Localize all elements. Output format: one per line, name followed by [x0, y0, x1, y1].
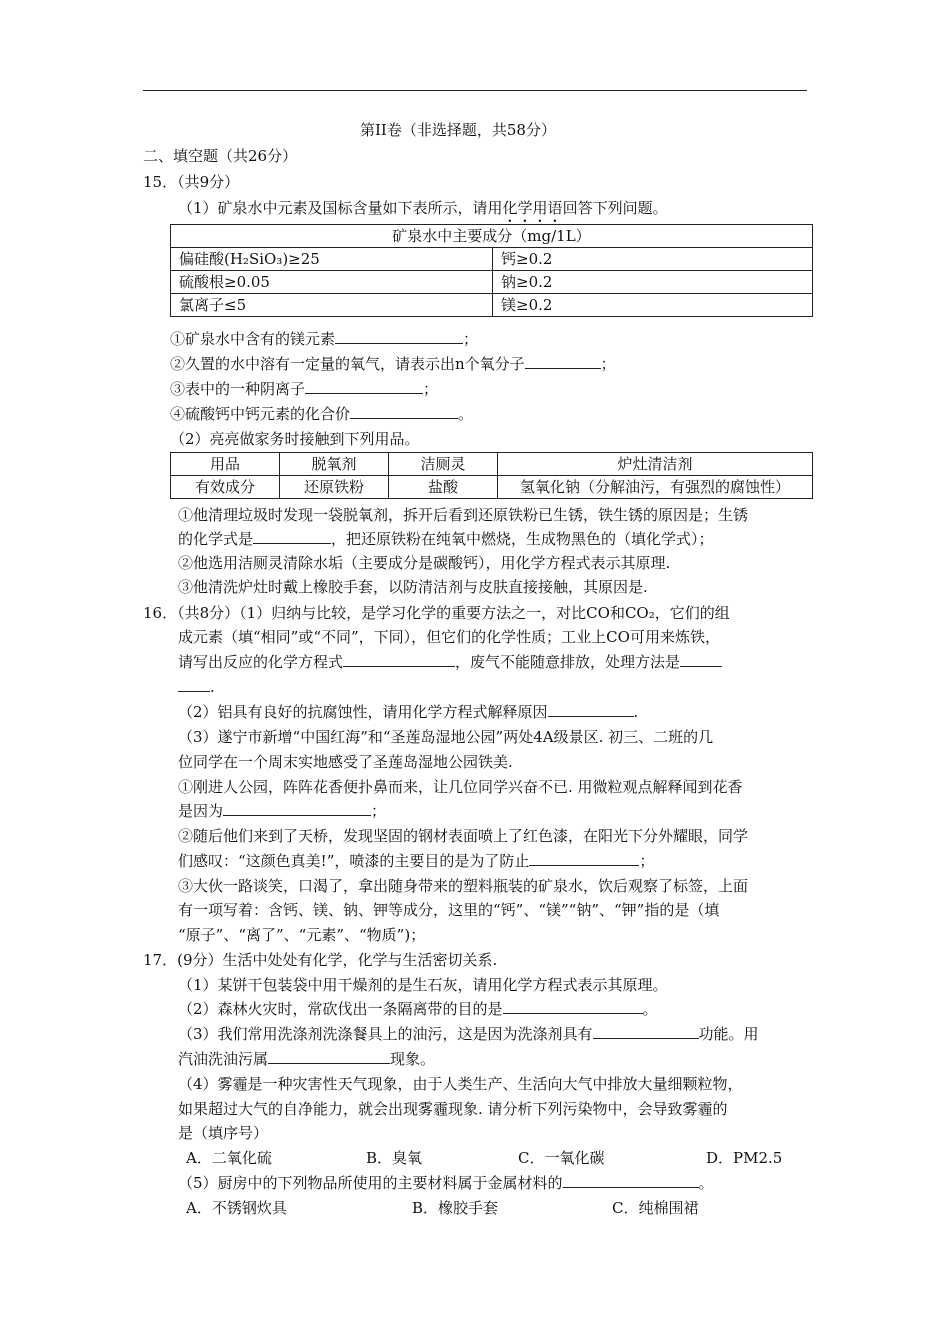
q17-line-5: 汽油洗油污属 现象。	[178, 1050, 436, 1068]
header-rule	[143, 90, 807, 91]
q16-line-9: 是因为 ；	[178, 802, 387, 820]
table-row: 硫酸根≥0.05 钠≥0.2	[171, 271, 813, 294]
section-title: 第II卷（非选择题，共58分）	[360, 121, 556, 139]
q16-line-8: ①刚进人公园，阵阵花香便扑鼻而来，让几位同学兴奋不已. 用微粒观点解释闻到花香	[178, 778, 743, 796]
q16-line-3: 请写出反应的化学方程式 ，废气不能随意排放，处理方法是	[178, 652, 722, 672]
answer-blank[interactable]	[525, 354, 601, 369]
table-row: 有效成分 还原铁粉 盐酸 氢氧化钠（分解油污，有强烈的腐蚀性）	[171, 476, 813, 499]
answer-blank[interactable]	[253, 529, 331, 544]
mineral-water-table	[170, 224, 813, 317]
option-c: C．一氧化碳	[518, 1149, 605, 1167]
q16-line-5: （2）铝具有良好的抗腐蚀性，请用化学方程式解释原因 .	[178, 703, 639, 721]
option-c: C．纯棉围裙	[612, 1199, 699, 1217]
q15-j3: ③他清洗炉灶时戴上橡胶手套，以防清洁剂与皮肤直接接触，其原因是.	[178, 578, 648, 596]
q17-line-7: 如果超过大气的自净能力，就会出现雾霾现象. 请分析下列污染物中，会导致雾霾的	[178, 1100, 728, 1118]
q17-line-3: （2）森林火灾时，常砍伐出一条隔离带的目的是 。	[178, 1000, 658, 1018]
q16-line-10: ②随后他们来到了天桥，发现坚固的钢材表面喷上了红色漆，在阳光下分外耀眼，同学	[178, 827, 749, 845]
part-title: 二、填空题（共26分）	[143, 147, 298, 165]
q15-item-2: ②久置的水中溶有一定量的氧气，请表示出n个氧分子 ；	[170, 355, 616, 373]
q15-item-3: ③表中的一种阴离子 ；	[170, 380, 439, 398]
emphasis-text: 化学用语	[502, 199, 563, 217]
q16-line-6: （3）遂宁市新增“中国红海”和“圣莲岛湿地公园”两处4A级景区. 初三、二班的几	[178, 728, 714, 746]
answer-blank[interactable]	[593, 1024, 699, 1039]
q16-line-1: 16．（共8分）（1）归纳与比较，是学习化学的重要方法之一，对比CO和CO₂，它们的组	[143, 604, 730, 622]
q17-line-1: 17．(9分）生活中处处有化学，化学与生活密切关系.	[143, 951, 498, 969]
q17-line-8: 是（填序号）	[178, 1124, 269, 1142]
answer-blank[interactable]	[223, 801, 371, 816]
q15-item-1: ①矿泉水中含有的镁元素 ；	[170, 330, 479, 348]
household-items-table	[170, 452, 813, 499]
q15-heading: 15．（共9分）	[143, 173, 240, 191]
q16-line-2: 成元素（填“相同”或“不同”，下同），但它们的化学性质；工业上CO可用来炼铁，	[178, 628, 720, 646]
q16-line-13: 有一项写着：含钙、镁、钠、钾等成分，这里的“钙”、“镁”“钠”、“钾”指的是（填	[178, 901, 720, 919]
answer-blank[interactable]	[529, 851, 639, 866]
table-title: 矿泉水中主要成分（mg/1L）	[171, 225, 813, 248]
table-row: 氯离子≤5 镁≥0.2	[171, 294, 813, 317]
answer-blank[interactable]	[680, 652, 722, 667]
answer-blank[interactable]	[350, 404, 458, 419]
q15-p1: （1）矿泉水中元素及国标含量如下表所示，请用化学用语回答下列问题。	[178, 199, 668, 217]
q15-j1b: 的化学式是 ，把还原铁粉在纯氧中燃烧，生成物黑色的（填化学式）；	[178, 530, 714, 548]
q15-j2: ②他选用洁厕灵清除水垢（主要成分是碳酸钙），用化学方程式表示其原理.	[178, 554, 671, 572]
answer-blank[interactable]	[548, 702, 634, 717]
q16-line-7: 位同学在一个周末实地感受了圣莲岛湿地公园铁美.	[178, 753, 513, 771]
q16-line-4: .	[178, 677, 215, 697]
answer-blank[interactable]	[305, 379, 423, 394]
table-row: 偏硅酸(H₂SiO₃)≥25 钙≥0.2	[171, 248, 813, 271]
q17-line-2: （1）某饼干包装袋中用干燥剂的是生石灰，请用化学方程式表示其原理。	[178, 976, 668, 994]
answer-blank[interactable]	[268, 1049, 390, 1064]
option-b: B．臭氧	[366, 1149, 423, 1167]
answer-blank[interactable]	[335, 329, 463, 344]
q15-item-4: ④硫酸钙中钙元素的化合价 。	[170, 405, 474, 423]
option-a: A．二氧化硫	[186, 1149, 272, 1167]
q15-j1a: ①他清理垃圾时发现一袋脱氧剂，拆开后看到还原铁粉已生锈，铁生锈的原因是；生锈	[178, 506, 749, 524]
answer-blank[interactable]	[503, 999, 643, 1014]
option-d: D．PM2.5	[706, 1149, 783, 1167]
q16-line-12: ③大伙一路谈笑，口渴了，拿出随身带来的塑料瓶装的矿泉水，饮后观察了标签，上面	[178, 877, 749, 895]
option-b: B．橡胶手套	[412, 1199, 499, 1217]
table-header-row: 用品 脱氧剂 洁厕灵 炉灶清洁剂	[171, 453, 813, 476]
q17-line-9: （5）厨房中的下列物品所使用的主要材料属于金属材料的 。	[178, 1174, 714, 1192]
q16-line-11: 们感叹：“这颜色真美!”，喷漆的主要目的是为了防止 ；	[178, 852, 655, 870]
answer-blank[interactable]	[563, 1173, 699, 1188]
q16-line-14: “原子”、“离了”、“元素”、“物质”)；	[178, 926, 426, 944]
answer-blank[interactable]	[343, 652, 455, 667]
q17-line-4: （3）我们常用洗涤剂洗涤餐具上的油污，这是因为洗涤剂具有 功能。用	[178, 1025, 759, 1043]
answer-blank[interactable]	[178, 677, 210, 692]
q15-p2: （2）亮亮做家务时接触到下列用品。	[170, 430, 420, 448]
option-a: A．不锈钢炊具	[186, 1199, 287, 1217]
q17-line-6: （4）雾霾是一种灾害性天气现象，由于人类生产、生活向大气中排放大量细颗粒物，	[178, 1075, 743, 1093]
